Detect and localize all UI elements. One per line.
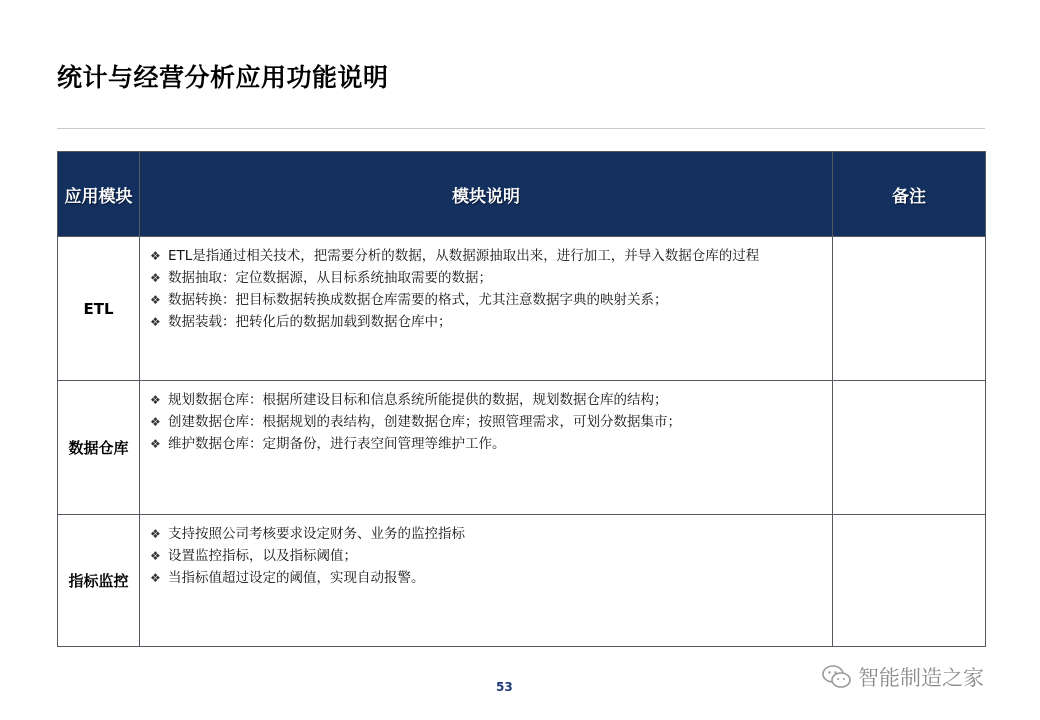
function-table xyxy=(57,151,986,647)
note-cell xyxy=(833,515,986,647)
note-cell xyxy=(833,237,986,381)
header-module: 应用模块 xyxy=(58,152,140,237)
table-row xyxy=(58,237,986,381)
bullet-icon: ❖ xyxy=(150,249,161,263)
page-number: 53 xyxy=(496,680,513,694)
table-header-row xyxy=(58,152,986,237)
bullet-icon: ❖ xyxy=(150,549,161,563)
list-item: ❖ 数据转换：把目标数据转换成数据仓库需要的格式，尤其注意数据字典的映射关系； xyxy=(150,289,824,311)
page-title: 统计与经营分析应用功能说明 xyxy=(57,63,389,92)
module-cell: 数据仓库 xyxy=(58,381,140,515)
list-item: ❖ 维护数据仓库：定期备份，进行表空间管理等维护工作。 xyxy=(150,433,824,455)
description-cell xyxy=(140,237,833,381)
header-description: 模块说明 xyxy=(140,152,833,237)
list-item: ❖ 支持按照公司考核要求设定财务、业务的监控指标 xyxy=(150,523,824,545)
list-item: ❖ 当指标值超过设定的阈值，实现自动报警。 xyxy=(150,567,824,589)
module-cell: 指标监控 xyxy=(58,515,140,647)
bullet-icon: ❖ xyxy=(150,315,161,329)
watermark xyxy=(822,662,984,692)
bullet-icon: ❖ xyxy=(150,293,161,307)
list-item: ❖ ETL是指通过相关技术，把需要分析的数据，从数据源抽取出来，进行加工，并导入数据仓库的过程 xyxy=(150,245,824,267)
module-cell: ETL xyxy=(58,237,140,381)
bullet-icon: ❖ xyxy=(150,437,161,451)
table-row xyxy=(58,381,986,515)
list-item: ❖ 数据抽取：定位数据源，从目标系统抽取需要的数据； xyxy=(150,267,824,289)
bullet-icon: ❖ xyxy=(150,571,161,585)
table-row xyxy=(58,515,986,647)
bullet-icon: ❖ xyxy=(150,527,161,541)
list-item: ❖ 创建数据仓库：根据规划的表结构，创建数据仓库；按照管理需求，可划分数据集市； xyxy=(150,411,824,433)
bullet-icon: ❖ xyxy=(150,271,161,285)
list-item: ❖ 规划数据仓库：根据所建设目标和信息系统所能提供的数据，规划数据仓库的结构； xyxy=(150,389,824,411)
watermark-text: 智能制造之家 xyxy=(858,666,984,690)
list-item: ❖ 数据装载：把转化后的数据加载到数据仓库中； xyxy=(150,311,824,333)
wechat-icon xyxy=(822,664,852,690)
note-cell xyxy=(833,381,986,515)
list-item: ❖ 设置监控指标，以及指标阈值； xyxy=(150,545,824,567)
title-divider xyxy=(57,128,985,129)
bullet-icon: ❖ xyxy=(150,393,161,407)
header-note: 备注 xyxy=(833,152,986,237)
description-cell xyxy=(140,381,833,515)
description-cell xyxy=(140,515,833,647)
bullet-icon: ❖ xyxy=(150,415,161,429)
